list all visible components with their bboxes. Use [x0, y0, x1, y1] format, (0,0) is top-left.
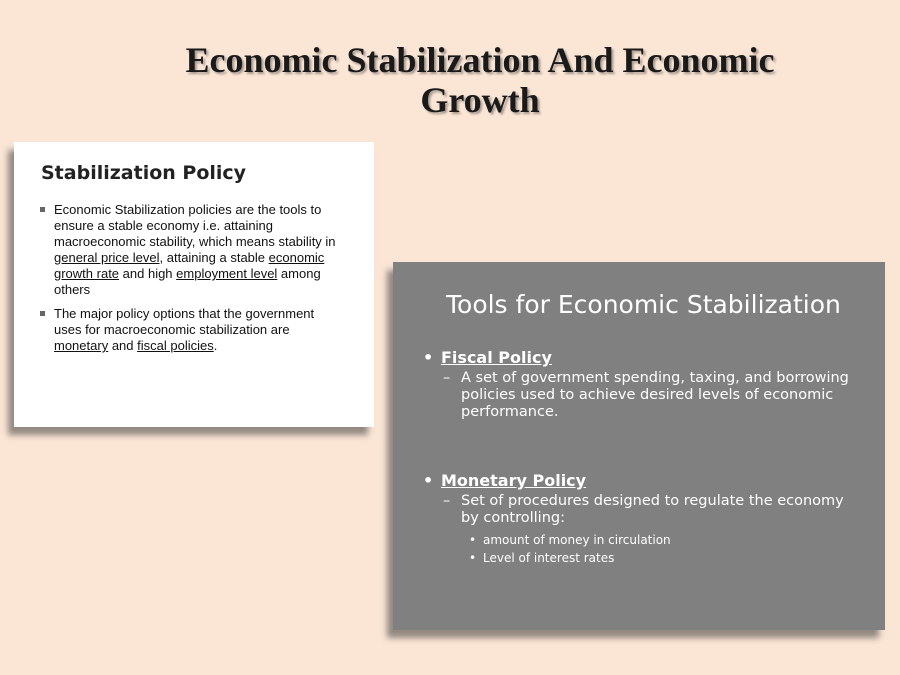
fiscal-policy-description: [423, 370, 863, 421]
bullet-text: The major policy options that the government uses for macroeconomic stabilization are: [54, 306, 315, 337]
bullet-text: among others: [54, 266, 321, 297]
fiscal-policy-label: Fiscal Policy: [441, 348, 552, 367]
bullet-text: Economic Stabilization policies are the tools to ensure a stable economy i.e. attaining macroeconomic stability, which means stability in: [54, 202, 336, 249]
dash-icon: –: [443, 493, 451, 509]
fiscal-policies-link[interactable]: fiscal policies: [137, 338, 214, 353]
bullet-text: and high: [119, 266, 177, 281]
panel-heading: Stabilization Policy: [41, 162, 247, 184]
panel-heading: Tools for Economic Stabilization: [446, 290, 841, 319]
square-bullet-icon: [40, 311, 45, 316]
slide-title-line2: Growth: [420, 80, 540, 120]
monetary-policy-description: [423, 493, 863, 527]
list-item-text: Level of interest rates: [483, 551, 615, 565]
square-bullet-icon: [40, 207, 45, 212]
bullet-icon: •: [469, 533, 477, 547]
fiscal-policy-heading: [423, 348, 863, 368]
general-price-level-link[interactable]: general price level: [54, 250, 160, 265]
employment-level-link[interactable]: employment level: [176, 266, 278, 281]
monetary-policy-label: Monetary Policy: [441, 471, 587, 490]
bullet-icon: •: [423, 348, 434, 367]
bullet-text: .: [213, 338, 218, 353]
bullet-icon: •: [423, 471, 434, 490]
monetary-link[interactable]: monetary: [54, 338, 109, 353]
slide-title-line1: Economic Stabilization And Economic: [185, 40, 775, 80]
list-item: [40, 202, 345, 298]
tools-panel: [393, 262, 885, 630]
list-item: [40, 306, 345, 354]
monetary-policy-section: [423, 471, 863, 567]
list-item: [423, 549, 863, 567]
dash-icon: –: [443, 370, 451, 386]
bullet-text: , attaining a stable: [159, 250, 269, 265]
monetary-controls-list: [423, 531, 863, 567]
stabilization-policy-panel: [14, 142, 374, 427]
description-text: Set of procedures designed to regulate the economy by controlling:: [461, 493, 844, 526]
policy-bullet-list: [40, 202, 345, 362]
slide-title: [80, 40, 880, 120]
description-text: A set of government spending, taxing, and borrowing policies used to achieve desired levels of economic performance.: [461, 370, 849, 420]
economic-growth-rate-link[interactable]: economic growth rate: [54, 250, 325, 281]
bullet-text: and: [108, 338, 138, 353]
list-item-text: amount of money in circulation: [483, 533, 671, 547]
bullet-icon: •: [469, 551, 477, 565]
fiscal-policy-section: [423, 348, 863, 421]
list-item: [423, 531, 863, 549]
monetary-policy-heading: [423, 471, 863, 491]
